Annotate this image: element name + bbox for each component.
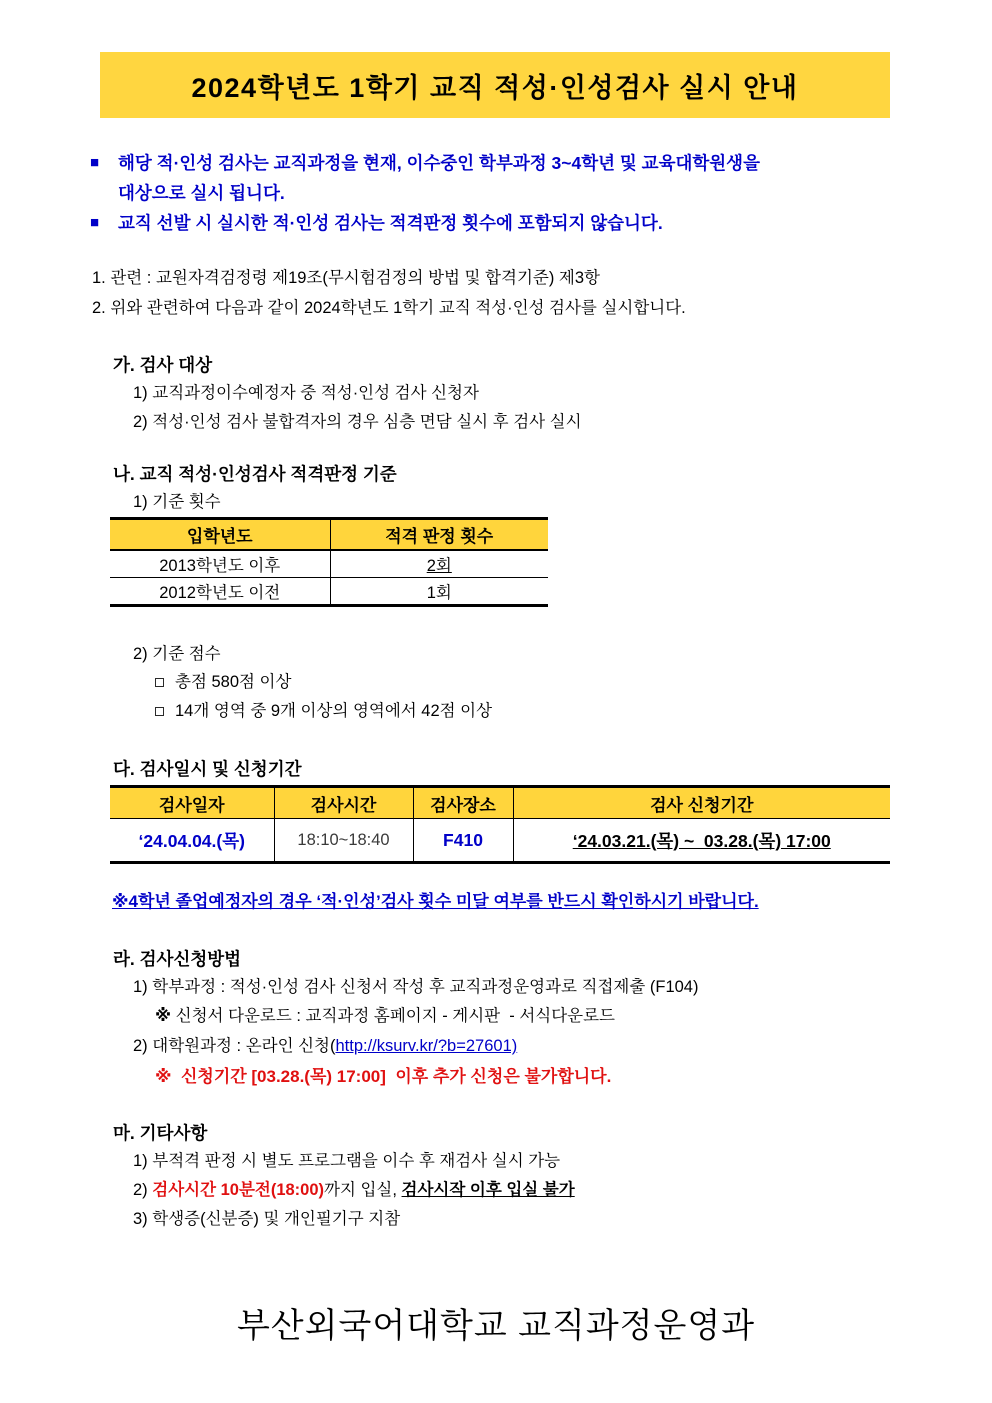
- misc-item-2: [133, 1176, 902, 1205]
- notice-line: [90, 208, 902, 238]
- download-note-text: 신청서 다운로드 : 교직과정 홈페이지 - 게시판 - 서식다운로드: [175, 1007, 615, 1025]
- column-header-test-date: 검사일자: [110, 787, 274, 819]
- online-application-link[interactable]: http://ksurv.kr/?b=27601): [335, 1037, 518, 1055]
- cell-test-date: ‘24.04.04.(목): [110, 819, 274, 863]
- square-bullet-icon: ■: [90, 214, 100, 231]
- title-banner: [100, 52, 890, 118]
- square-bullet-icon: ■: [90, 154, 100, 171]
- page-title: 2024학년도 1학기 교직 적성·인성검사 실시 안내: [191, 72, 799, 103]
- application-download-note: [155, 1002, 902, 1031]
- criteria-score-subheading: 2) 기준 점수: [133, 645, 221, 663]
- cell-test-place: F410: [413, 819, 513, 863]
- table-row: [110, 819, 890, 863]
- section-application: [113, 945, 902, 1092]
- section-application-heading: 라. 검사신청방법: [113, 949, 242, 969]
- criteria-score-block: [113, 640, 902, 726]
- cell-year-after-2013: 2013학년도 이후: [110, 550, 330, 578]
- application-item-undergrad: 1) 학부과정 : 적성·인성 검사 신청서 작성 후 교직과정운영과로 직접제출 (F104): [133, 978, 699, 996]
- table-row: [110, 550, 548, 578]
- section-target: [113, 351, 902, 437]
- notice-text: 해당 적·인성 검사는 교직과정을 현재, 이수중인 학부과정 3~4학년 및 교육대학원생을: [118, 153, 760, 173]
- notice-line: [90, 148, 902, 178]
- application-item-grad: [133, 1031, 902, 1061]
- intro-item-1: 1. 관련 : 교원자격검정령 제19조(무시험검정의 방법 및 합격기준) 제3항: [92, 269, 600, 287]
- column-header-test-place: 검사장소: [413, 787, 513, 819]
- cell-test-time: 18:10~18:40: [274, 819, 413, 863]
- notice-text: 교직 선발 시 실시한 적·인성 검사는 적격판정 횟수에 포함되지 않습니다.: [118, 213, 663, 233]
- intro-list: [92, 263, 902, 323]
- hollow-square-bullet-icon: [155, 707, 164, 716]
- misc-item-2-middle: 까지 입실,: [324, 1181, 402, 1199]
- table-row: [110, 578, 548, 606]
- criteria-count-table: [110, 517, 548, 607]
- cell-year-before-2012: 2012학년도 이전: [110, 578, 330, 606]
- score-item-text: 총점 580점 이상: [175, 673, 292, 691]
- table-header-row: [110, 787, 890, 819]
- deadline-warning-note: ※ 신청기간 [03.28.(목) 17:00] 이후 추가 신청은 불가합니다.: [155, 1067, 612, 1086]
- entry-time-warning: 검사시간 10분전(18:00): [152, 1181, 325, 1199]
- section-criteria: [113, 460, 902, 516]
- senior-warning-note: ※4학년 졸업예정자의 경우 ‘적·인성’검사 횟수 미달 여부를 반드시 확인하시기 바랍니다.: [112, 892, 759, 911]
- hollow-square-bullet-icon: [155, 678, 164, 687]
- score-item: [155, 697, 902, 726]
- misc-item-2-number: 2): [133, 1181, 153, 1199]
- section-misc-heading: 마. 기타사항: [113, 1123, 208, 1143]
- section-target-item-1: 1) 교직과정이수예정자 중 적성·인성 검사 신청자: [133, 384, 479, 402]
- schedule-table: [110, 785, 890, 864]
- intro-item-2: 2. 위와 관련하여 다음과 같이 2024학년도 1학기 교직 적성·인성 검사를 실시합니다.: [92, 299, 686, 317]
- no-entry-warning: 검사시작 이후 입실 불가: [401, 1181, 575, 1199]
- column-header-pass-count: 적격 판정 횟수: [330, 519, 548, 551]
- reference-mark: ※: [155, 1007, 176, 1025]
- notice-text-continued: 대상으로 실시 됩니다.: [118, 183, 285, 203]
- section-schedule-heading: 다. 검사일시 및 신청기간: [113, 759, 302, 779]
- score-item-text: 14개 영역 중 9개 이상의 영역에서 42점 이상: [175, 702, 493, 720]
- cell-count-2: 2회: [330, 550, 548, 578]
- section-target-item-2: 2) 적성·인성 검사 불합격자의 경우 심층 면담 실시 후 검사 실시: [133, 413, 582, 431]
- column-header-admission-year: 입학년도: [110, 519, 330, 551]
- score-item: [155, 668, 902, 697]
- misc-item-3: 3) 학생증(신분증) 및 개인필기구 지참: [133, 1210, 401, 1228]
- table-header-row: [110, 519, 548, 551]
- section-schedule: [113, 755, 902, 783]
- issuing-office: 부산외국어대학교 교직과정운영과: [236, 1307, 756, 1345]
- misc-item-1: 1) 부적격 판정 시 별도 프로그램을 이수 후 재검사 실시 가능: [133, 1152, 561, 1170]
- cell-apply-period: ‘24.03.21.(목) ~ 03.28.(목) 17:00: [513, 819, 890, 863]
- section-criteria-heading: 나. 교직 적성·인성검사 적격판정 기준: [113, 464, 397, 484]
- notice-section: [90, 148, 902, 238]
- grad-item-text: 2) 대학원과정 : 온라인 신청(: [133, 1037, 336, 1055]
- section-misc: [113, 1119, 902, 1234]
- criteria-count-subheading: 1) 기준 횟수: [133, 493, 221, 511]
- column-header-test-time: 검사시간: [274, 787, 413, 819]
- section-target-heading: 가. 검사 대상: [113, 355, 213, 375]
- column-header-apply-period: 검사 신청기간: [513, 787, 890, 819]
- cell-count-1: 1회: [330, 578, 548, 606]
